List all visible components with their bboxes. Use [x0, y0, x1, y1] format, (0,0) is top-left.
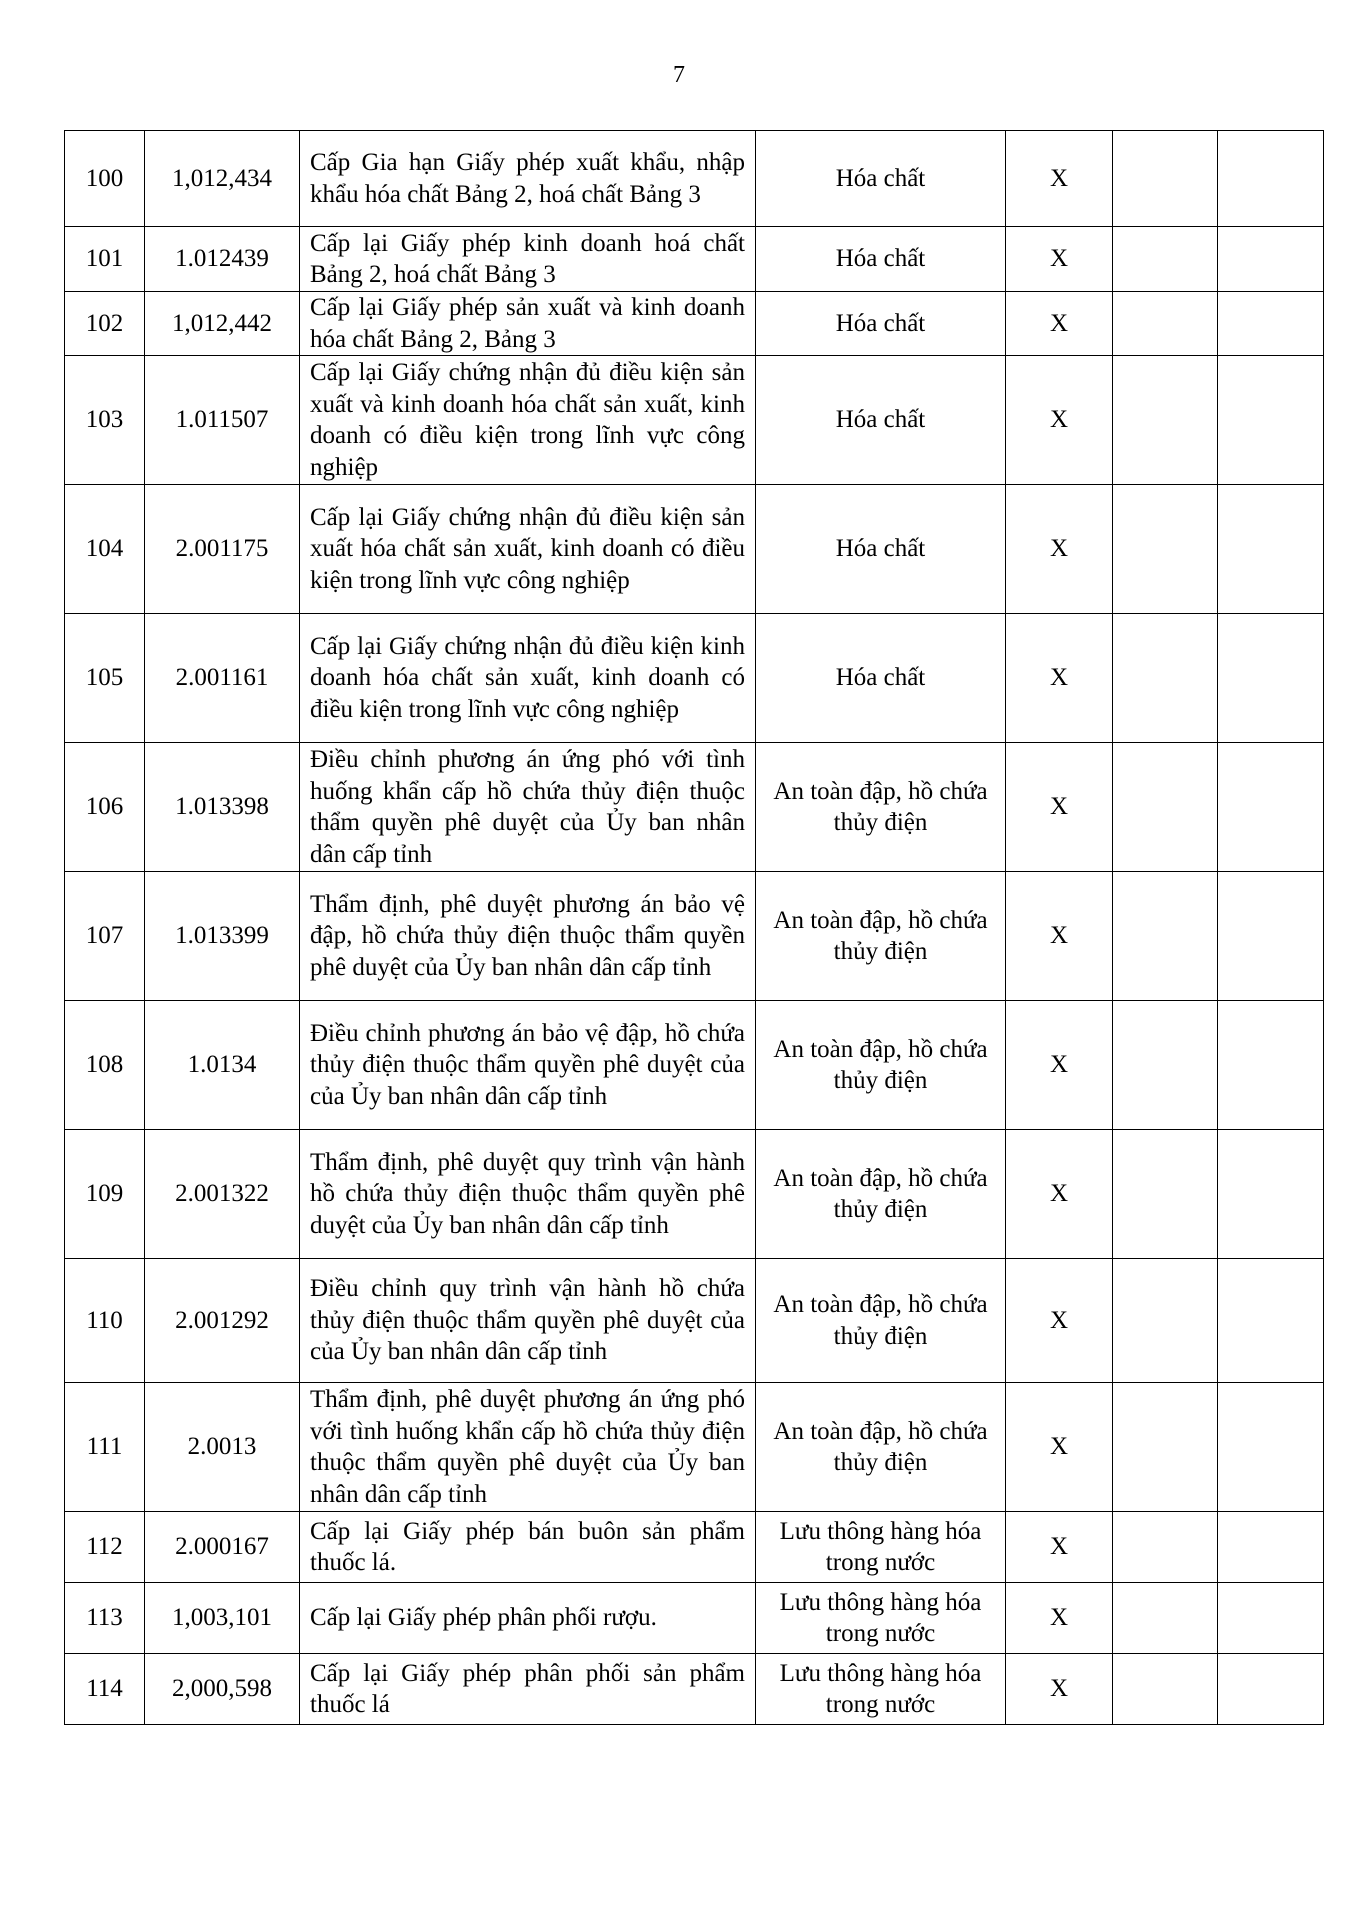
procedure-name: Cấp lại Giấy chứng nhận đủ điều kiện kinh doanh hóa chất sản xuất, kinh doanh có điều kiện trong lĩnh vực công nghiệp	[300, 614, 756, 743]
mark-x: X	[1006, 872, 1113, 1001]
procedure-name: Cấp lại Giấy phép phân phối rượu.	[300, 1583, 756, 1654]
procedure-code: 2.001322	[145, 1130, 300, 1259]
mark-x: X	[1006, 1001, 1113, 1130]
procedure-code: 2,000,598	[145, 1654, 300, 1725]
procedure-name: Thẩm định, phê duyệt phương án ứng phó với tình huống khẩn cấp hồ chứa thủy điện thuộc thẩm quyền phê duyệt của Ủy ban nhân dân cấp tỉnh	[300, 1383, 756, 1512]
empty-cell	[1218, 292, 1324, 356]
row-number: 108	[65, 1001, 145, 1130]
procedure-name: Điều chỉnh phương án ứng phó với tình huống khẩn cấp hồ chứa thủy điện thuộc thẩm quyền phê duyệt của Ủy ban nhân dân cấp tỉnh	[300, 743, 756, 872]
empty-cell	[1113, 614, 1218, 743]
row-number: 107	[65, 872, 145, 1001]
procedure-field: Lưu thông hàng hóa trong nước	[756, 1512, 1006, 1583]
procedure-code: 1.011507	[145, 356, 300, 485]
table-row	[65, 614, 1324, 743]
mark-x: X	[1006, 292, 1113, 356]
table-row	[65, 131, 1324, 227]
procedure-field: An toàn đập, hồ chứa thủy điện	[756, 1383, 1006, 1512]
empty-cell	[1113, 872, 1218, 1001]
empty-cell	[1113, 1259, 1218, 1383]
procedure-name: Thẩm định, phê duyệt quy trình vận hành hồ chứa thủy điện thuộc thẩm quyền phê duyệt của Ủy ban nhân dân cấp tỉnh	[300, 1130, 756, 1259]
table-row	[65, 292, 1324, 356]
empty-cell	[1218, 1130, 1324, 1259]
empty-cell	[1113, 1383, 1218, 1512]
empty-cell	[1218, 614, 1324, 743]
mark-x: X	[1006, 227, 1113, 292]
procedure-field: An toàn đập, hồ chứa thủy điện	[756, 872, 1006, 1001]
empty-cell	[1218, 1583, 1324, 1654]
procedure-name: Cấp Gia hạn Giấy phép xuất khẩu, nhập khẩu hóa chất Bảng 2, hoá chất Bảng 3	[300, 131, 756, 227]
page-number: 7	[673, 62, 685, 88]
procedure-code: 2.000167	[145, 1512, 300, 1583]
empty-cell	[1113, 1654, 1218, 1725]
empty-cell	[1218, 1654, 1324, 1725]
procedure-field: An toàn đập, hồ chứa thủy điện	[756, 1259, 1006, 1383]
row-number: 105	[65, 614, 145, 743]
procedure-code: 1.013399	[145, 872, 300, 1001]
procedure-field: An toàn đập, hồ chứa thủy điện	[756, 1001, 1006, 1130]
row-number: 112	[65, 1512, 145, 1583]
empty-cell	[1113, 1130, 1218, 1259]
procedure-field: An toàn đập, hồ chứa thủy điện	[756, 1130, 1006, 1259]
procedure-field: Hóa chất	[756, 356, 1006, 485]
empty-cell	[1218, 1259, 1324, 1383]
procedure-code: 2.0013	[145, 1383, 300, 1512]
empty-cell	[1218, 485, 1324, 614]
row-number: 110	[65, 1259, 145, 1383]
procedure-field: Lưu thông hàng hóa trong nước	[756, 1583, 1006, 1654]
procedure-name: Điều chỉnh quy trình vận hành hồ chứa thủy điện thuộc thẩm quyền phê duyệt của của Ủy ban nhân dân cấp tỉnh	[300, 1259, 756, 1383]
procedure-code: 1.0134	[145, 1001, 300, 1130]
row-number: 109	[65, 1130, 145, 1259]
procedure-code: 1,003,101	[145, 1583, 300, 1654]
procedure-name: Cấp lại Giấy phép bán buôn sản phẩm thuốc lá.	[300, 1512, 756, 1583]
procedure-table-body	[65, 131, 1324, 1725]
table-row	[65, 743, 1324, 872]
empty-cell	[1113, 356, 1218, 485]
procedure-code: 1,012,434	[145, 131, 300, 227]
mark-x: X	[1006, 356, 1113, 485]
procedure-name: Cấp lại Giấy phép sản xuất và kinh doanh hóa chất Bảng 2, Bảng 3	[300, 292, 756, 356]
mark-x: X	[1006, 1130, 1113, 1259]
empty-cell	[1218, 356, 1324, 485]
mark-x: X	[1006, 1512, 1113, 1583]
row-number: 114	[65, 1654, 145, 1725]
empty-cell	[1113, 131, 1218, 227]
procedure-field: Hóa chất	[756, 292, 1006, 356]
mark-x: X	[1006, 485, 1113, 614]
table-row	[65, 872, 1324, 1001]
empty-cell	[1113, 227, 1218, 292]
mark-x: X	[1006, 1383, 1113, 1512]
empty-cell	[1218, 131, 1324, 227]
row-number: 106	[65, 743, 145, 872]
mark-x: X	[1006, 1583, 1113, 1654]
procedure-name: Thẩm định, phê duyệt phương án bảo vệ đập, hồ chứa thủy điện thuộc thẩm quyền phê duyệt của Ủy ban nhân dân cấp tỉnh	[300, 872, 756, 1001]
table-row	[65, 1512, 1324, 1583]
table-row	[65, 1654, 1324, 1725]
empty-cell	[1218, 872, 1324, 1001]
table-row	[65, 1583, 1324, 1654]
empty-cell	[1113, 1512, 1218, 1583]
procedure-field: Lưu thông hàng hóa trong nước	[756, 1654, 1006, 1725]
procedure-code: 1.013398	[145, 743, 300, 872]
row-number: 103	[65, 356, 145, 485]
mark-x: X	[1006, 1654, 1113, 1725]
row-number: 113	[65, 1583, 145, 1654]
procedure-name: Cấp lại Giấy phép phân phối sản phẩm thuốc lá	[300, 1654, 756, 1725]
empty-cell	[1113, 1001, 1218, 1130]
mark-x: X	[1006, 1259, 1113, 1383]
table-row	[65, 356, 1324, 485]
procedure-code: 2.001292	[145, 1259, 300, 1383]
procedure-code: 1,012,442	[145, 292, 300, 356]
empty-cell	[1218, 1001, 1324, 1130]
empty-cell	[1113, 485, 1218, 614]
procedure-field: An toàn đập, hồ chứa thủy điện	[756, 743, 1006, 872]
mark-x: X	[1006, 743, 1113, 872]
procedure-name: Cấp lại Giấy chứng nhận đủ điều kiện sản xuất hóa chất sản xuất, kinh doanh có điều kiện trong lĩnh vực công nghiệp	[300, 485, 756, 614]
table-row	[65, 485, 1324, 614]
empty-cell	[1218, 1512, 1324, 1583]
procedure-field: Hóa chất	[756, 227, 1006, 292]
procedure-name: Điều chỉnh phương án bảo vệ đập, hồ chứa thủy điện thuộc thẩm quyền phê duyệt của của Ủy ban nhân dân cấp tỉnh	[300, 1001, 756, 1130]
procedure-field: Hóa chất	[756, 131, 1006, 227]
row-number: 100	[65, 131, 145, 227]
procedure-name: Cấp lại Giấy chứng nhận đủ điều kiện sản xuất và kinh doanh hóa chất sản xuất, kinh doanh có điều kiện trong lĩnh vực công nghiệp	[300, 356, 756, 485]
row-number: 104	[65, 485, 145, 614]
procedure-name: Cấp lại Giấy phép kinh doanh hoá chất Bảng 2, hoá chất Bảng 3	[300, 227, 756, 292]
table-row	[65, 1001, 1324, 1130]
procedure-table	[64, 130, 1324, 1725]
procedure-code: 1.012439	[145, 227, 300, 292]
table-row	[65, 1130, 1324, 1259]
procedure-code: 2.001161	[145, 614, 300, 743]
empty-cell	[1113, 743, 1218, 872]
procedure-code: 2.001175	[145, 485, 300, 614]
table-row	[65, 1383, 1324, 1512]
procedure-field: Hóa chất	[756, 485, 1006, 614]
row-number: 101	[65, 227, 145, 292]
mark-x: X	[1006, 614, 1113, 743]
procedure-field: Hóa chất	[756, 614, 1006, 743]
empty-cell	[1218, 1383, 1324, 1512]
empty-cell	[1113, 1583, 1218, 1654]
empty-cell	[1218, 743, 1324, 872]
empty-cell	[1218, 227, 1324, 292]
table-row	[65, 1259, 1324, 1383]
mark-x: X	[1006, 131, 1113, 227]
row-number: 102	[65, 292, 145, 356]
empty-cell	[1113, 292, 1218, 356]
table-row	[65, 227, 1324, 292]
row-number: 111	[65, 1383, 145, 1512]
